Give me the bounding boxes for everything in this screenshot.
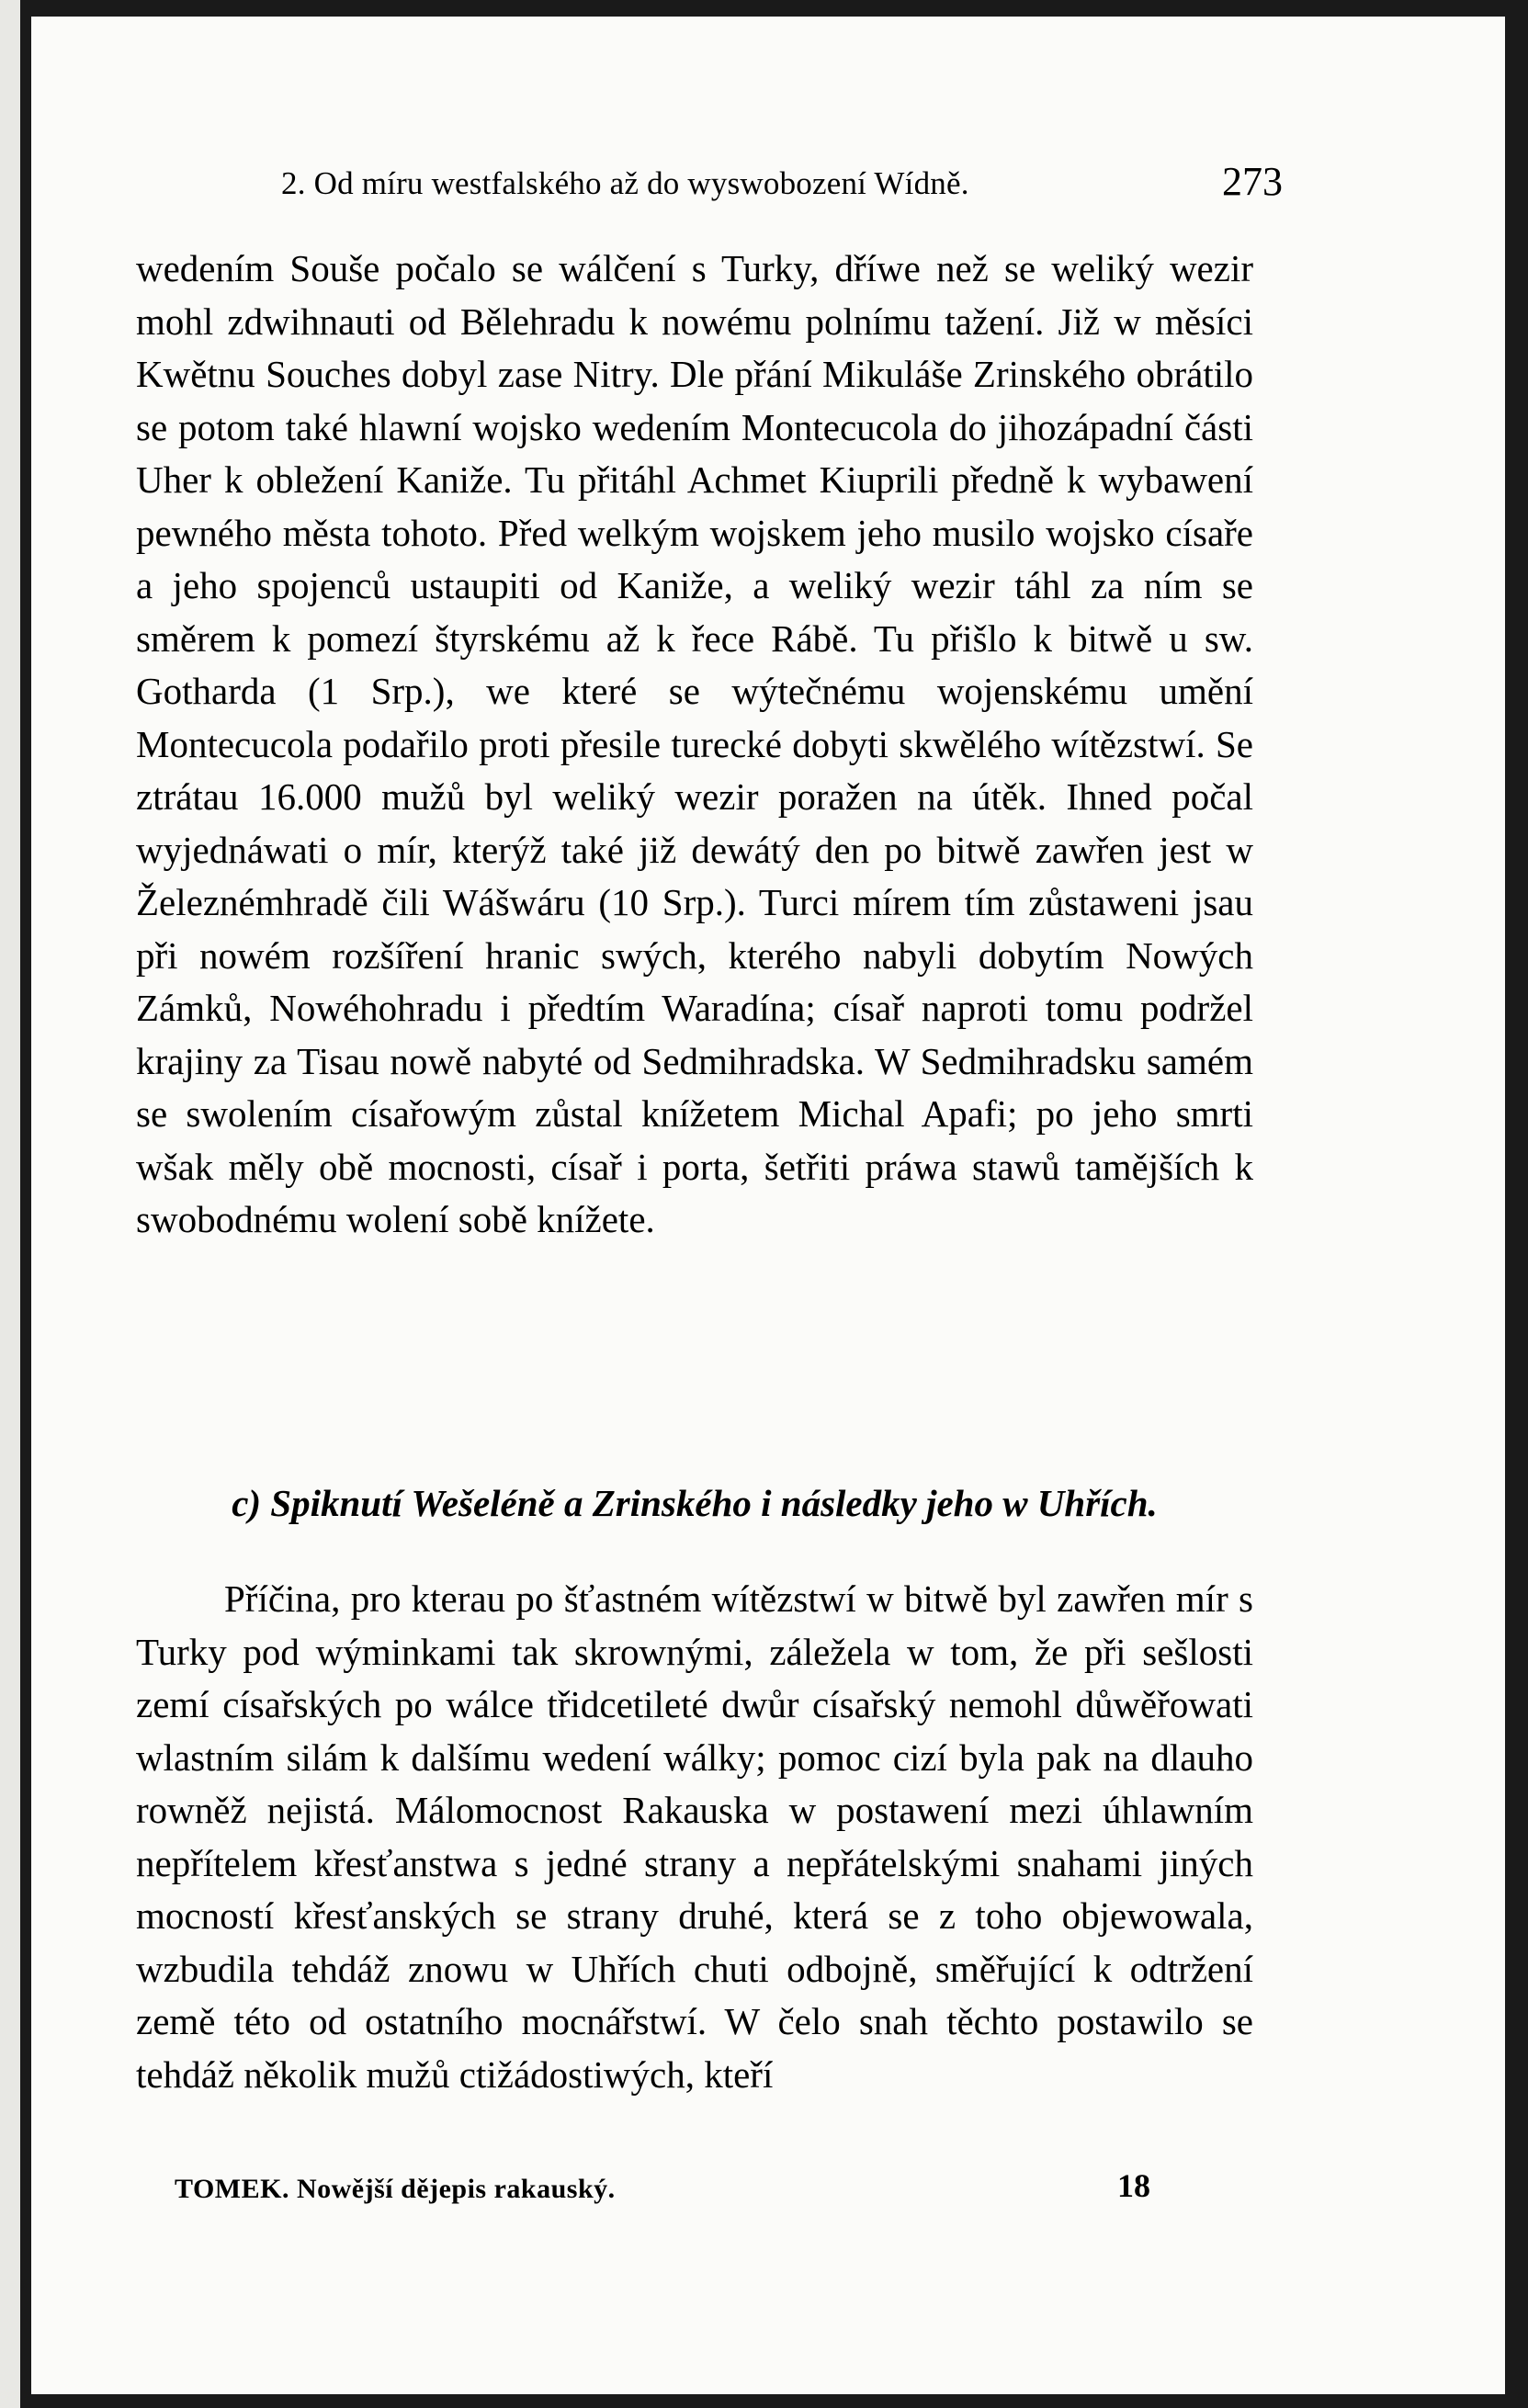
running-head: 2. Od míru westfalského až do wyswobození Wídně. xyxy=(281,165,969,201)
paragraph-1: wedením Souše počalo se wálčení s Turky, dříwe než se weliký wezir mohl zdwihnauti od Bělehradu k nowému polnímu tažení. Již w měsíci Kwětnu Souches dobyl zase Nitry. Dle přání Mikuláše Zrinského obrátilo se potom také hlawní wojsko wedením Montecucola do jihozápadní části Uher k obležení Kaniže. Tu přitáhl Achmet Kiuprili předně k wybawení pewného města tohoto. Před welkým wojskem jeho musilo wojsko císaře a jeho spojenců ustaupiti od Kaniže, a weliký wezir táhl za ním se směrem k pomezí štyrskému až k řece Rábě. Tu přišlo k bitwě u sw. Gotharda (1 Srp.), we které se wýtečnému wojenskému umění Montecucola podařilo proti přesile turecké dobyti skwělého wítězstwí. Se ztrátau 16.000 mužů byl weliký wezir poražen na útěk. Ihned počal wyjednáwati o mír, kterýž také již dewátý den po bitwě zawřen jest w Železnémhradě čili Wášwáru (10 Srp.). Turci mírem tím zůstaweni jsau při nowém rozšíření hranic swých, kterého nabyli dobytím Nowých Zámků, Nowéhohradu i předtím Waradína; císař naproti tomu podržel krajiny za Tisau nowě nabyté od Sedmihradska. W Sedmihradsku samém se swolením císařowým zůstal knížetem Michal Apafi; po jeho smrti wšak měly obě mocnosti, císař i porta, šetřiti práwa stawů tamějších k swobodnému wolení sobě knížete. xyxy=(136,247,1253,1240)
page-header xyxy=(281,158,1283,213)
paragraph-2: Příčina, pro kterau po šťastném wítězstwí w bitwě byl zawřen mír s Turky pod wýminkami tak skrownými, záležela w tom, že při sešlosti zemí císařských po wálce třidcetileté dwůr císařský nemohl důwěřowati wlastním silám k dalšímu wedení wálky; pomoc cizí byla pak na dlauho rowněž nejistá. Málomocnost Rakauska w postawení mezi úhlawním nepřítelem křesťanstwa s jedné strany a nepřátelskými snahami jiných mocností křesťanských se strany druhé, která se z toho objewowala, wzbudila tehdáž znowu w Uhřích chuti odbojně, směřující k odtržení země této od ostatního mocnářstwí. W čelo snah těchto postawilo se tehdáž několik mužů ctižádostiwých, kteří xyxy=(136,1577,1253,2096)
page-footer xyxy=(175,2166,1176,2212)
section-heading: c) Spiknutí Wešeléně a Zrinského i následky jeho w Uhřích. xyxy=(232,1482,1158,1524)
sheet-number: 18 xyxy=(1117,2167,1150,2204)
main-text-block xyxy=(136,243,1253,1247)
second-text-block xyxy=(136,1573,1253,2101)
page-number: 273 xyxy=(1222,159,1283,204)
page-edge xyxy=(0,0,20,2408)
signature-mark: TOMEK. Nowější dějepis rakauský. xyxy=(175,2174,616,2204)
